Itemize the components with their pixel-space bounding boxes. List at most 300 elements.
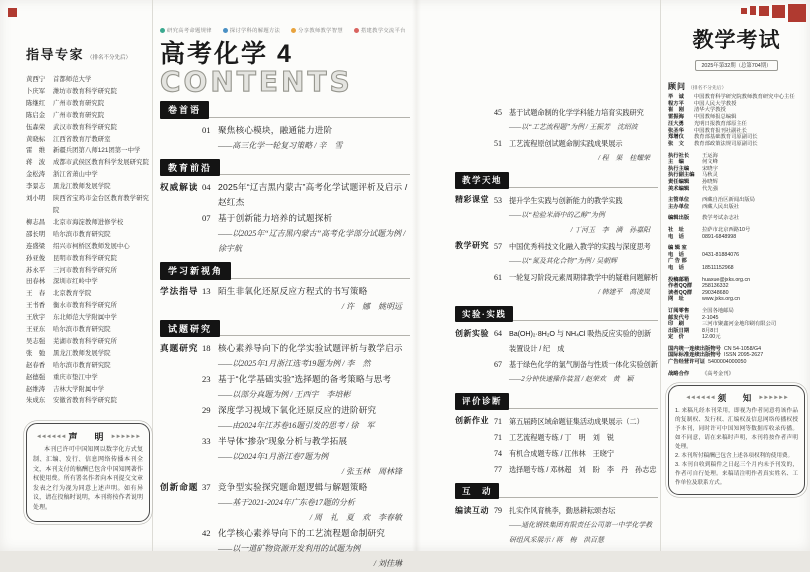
masthead-value <box>702 245 805 252</box>
masthead-row <box>668 245 805 252</box>
section-rule <box>209 117 410 118</box>
notice-paragraph: 1. 来稿凡经本刊采用，即视为作者同意将该作品的复制权、发行权、汇编权及信息网络传播权授予本刊，同时许可中国知网等数据库收录传播。如不同意，请在来稿时声明，本刊将按作者声明处理。 <box>675 408 798 450</box>
masthead-label: 执行社长 <box>668 152 690 159</box>
section-label: 学习新视角 <box>160 262 231 280</box>
masthead-row <box>668 371 805 378</box>
entry-title: 有机合成题专练 / 江伟林 王晓宁 <box>509 448 614 458</box>
advisor-name: 雷振海 <box>668 114 684 121</box>
page-number: 45 <box>494 108 502 117</box>
column-label: 创新实验 <box>455 328 489 338</box>
arrows-left-icon: ◄◄◄◄◄◄ <box>35 433 66 440</box>
entry-lines <box>218 211 410 256</box>
advisor-affiliation: 教育部政策法规司原副司长 <box>694 140 758 147</box>
toc-entries <box>202 180 410 257</box>
print-mark <box>8 8 17 17</box>
expert-name: 王书香 <box>26 302 46 310</box>
section-rule <box>231 278 410 279</box>
entry-title: 第五届跨区域命题征集活动成果展示（二） <box>509 416 644 426</box>
entry-authors: / 韩建平 高凌岚 <box>598 288 650 296</box>
expert-affiliation: 昆明市教育科学研究院 <box>53 254 117 262</box>
section-rule <box>499 497 658 498</box>
entry-title: 一轮复习阶段元素周期律教学中的疑难问题解析 <box>509 272 658 282</box>
toc-entry <box>494 446 658 461</box>
expert-name: 赵维涛 <box>26 385 46 393</box>
page-title: 高考化学 4 <box>160 40 293 68</box>
expert-name: 蒋 波 <box>26 159 46 167</box>
masthead-row <box>668 204 805 211</box>
masthead-value: www.jxks.org.cn <box>702 296 740 303</box>
expert-row <box>26 181 150 193</box>
masthead-row <box>668 290 805 297</box>
masthead-row <box>668 296 805 303</box>
masthead-value: 代先强 <box>702 185 718 192</box>
entry-lines <box>218 526 410 571</box>
masthead-value: 西藏人民出版社 <box>702 203 740 210</box>
entry-authors: / 丁河玉 李 满 孙嘉阳 <box>570 226 650 234</box>
section-header <box>160 159 410 177</box>
advisors-note: （排名不分先后） <box>688 86 727 91</box>
entry-lines <box>509 239 658 269</box>
masthead-label: 编辑出版 <box>668 215 690 222</box>
expert-affiliation: 黑龙江教师发展学院 <box>53 183 111 191</box>
page-number: 37 <box>202 482 211 493</box>
masthead-value: 258136332 <box>702 283 729 290</box>
section-rule <box>220 174 410 175</box>
statement-text <box>33 446 143 513</box>
advisor-name: 张 文 <box>668 140 684 147</box>
page-number: 67 <box>494 360 502 369</box>
entry-title: 陌生非氧化还原反应方程式的书写策略 <box>218 285 368 296</box>
masthead-info <box>668 153 805 378</box>
expert-row <box>26 288 150 300</box>
advisor-affiliation: 中国教师报总编辑 <box>694 114 737 121</box>
page-number: 57 <box>494 241 502 251</box>
expert-name: 伍森荣 <box>26 123 46 131</box>
expert-row <box>26 312 150 324</box>
entry-lines <box>509 326 658 356</box>
advisor-affiliation: 光明日报教育部原主任 <box>694 120 747 127</box>
entry-authors: / 程 果 桂耀荣 <box>598 155 650 162</box>
advisor-name: 程方平 <box>668 100 684 107</box>
entry-lines <box>509 462 658 477</box>
page-number: 13 <box>202 285 211 296</box>
advisor-affiliation: 中国人民大学教授 <box>694 100 737 107</box>
section-header <box>160 101 410 119</box>
masthead-sidebar <box>668 30 805 495</box>
toc-group <box>160 123 410 154</box>
expert-affiliation: 三河市教育科学研究所 <box>53 266 117 274</box>
expert-affiliation: 北京市海淀教师进修学校 <box>53 218 124 226</box>
entry-title: 基于“化学基础实验”选择题的备考策略与思考 <box>218 374 392 385</box>
journal-logo: 教学考试 <box>692 29 781 52</box>
masthead-label: 主办单位 <box>668 203 690 210</box>
entry-lines <box>218 434 410 479</box>
expert-row <box>26 217 150 229</box>
toc-sections-left <box>160 101 410 572</box>
expert-name: 田春林 <box>26 278 46 286</box>
advisor-row <box>668 101 805 108</box>
toc-entry <box>202 480 410 525</box>
page-number: 53 <box>494 195 502 205</box>
column-label <box>160 123 202 154</box>
page-number: 71 <box>494 432 502 442</box>
masthead-value: 何文峰 <box>702 159 718 166</box>
header-tag-label: 分享教师教学智慧 <box>298 28 343 34</box>
masthead-row <box>668 321 805 328</box>
page-number: 18 <box>202 343 211 354</box>
experts-sidebar <box>26 44 150 522</box>
masthead-value: 《高考金刊》 <box>702 370 734 377</box>
expert-affiliation: 哈尔滨市教育研究院 <box>53 361 111 369</box>
advisor-affiliation: 教育部基础教育司原副司长 <box>694 134 758 141</box>
expert-name: 邵长明 <box>26 230 46 238</box>
advisor-name: 郑增仪 <box>668 134 684 141</box>
expert-row <box>26 265 150 277</box>
advisor-row <box>668 94 805 101</box>
header-tag <box>160 26 212 34</box>
notice-title: 须 知 <box>717 393 756 404</box>
entry-lines <box>218 123 410 153</box>
advisor-row <box>668 121 805 128</box>
expert-row <box>26 145 150 157</box>
expert-row <box>26 348 150 360</box>
entry-lines <box>509 105 658 135</box>
header-tag <box>291 26 343 34</box>
advisors-title: 顾问 <box>668 82 686 91</box>
entry-subtitle: ——基于2021-2024年广东卷17题的分析 <box>218 498 355 508</box>
expert-name: 柳志昌 <box>26 218 46 226</box>
page-number: 77 <box>494 464 502 474</box>
toc-entries <box>494 239 658 301</box>
toc-entry <box>202 341 410 371</box>
entry-subtitle: ——2分钟快速操作装置 / 赵荣欢 黄 颖 <box>509 376 634 383</box>
toc-entries <box>202 480 410 572</box>
advisor-affiliation: 中国教育报刊社副社长 <box>694 127 747 134</box>
expert-affiliation: 哈尔滨市教育研究院 <box>53 230 111 238</box>
section-label: 教育前沿 <box>160 159 220 177</box>
masthead-row <box>668 197 805 204</box>
masthead-row <box>668 172 805 179</box>
section-rule <box>509 408 658 409</box>
expert-row <box>26 134 150 146</box>
toc-entry <box>494 270 658 300</box>
toc-group <box>455 193 658 239</box>
toc-entry <box>202 403 410 433</box>
entry-subtitle: ——由2024年江苏卷16题引发的思考 / 徐 军 <box>218 421 375 431</box>
entry-title: 基于创新能力培养的试题探析 <box>218 213 333 224</box>
section-rule <box>509 187 658 188</box>
expert-affiliation: 新疆兵团第八师121团第一中学 <box>53 147 141 155</box>
masthead-label: 广 告 部 <box>668 258 687 265</box>
expert-row <box>26 300 150 312</box>
expert-affiliation: 陕西省宝鸡市金台区教育教学研究院 <box>53 195 149 214</box>
expert-row <box>26 360 150 372</box>
section-header <box>455 483 658 500</box>
toc-entry <box>202 526 410 571</box>
entry-lines <box>509 270 658 300</box>
expert-affiliation: 浙江省萧山中学 <box>53 171 98 179</box>
masthead-value: 拉萨市北京西路10号 <box>702 226 751 233</box>
arrows-left-icon: ◄◄◄◄◄◄ <box>685 395 715 402</box>
toc-entry <box>202 284 410 314</box>
expert-row <box>26 157 150 169</box>
masthead-value: 0891-6848998 <box>702 233 737 240</box>
masthead-row <box>668 179 805 186</box>
section-label: 评价诊断 <box>455 393 509 410</box>
column-label: 精彩课堂 <box>455 195 489 204</box>
advisors-block <box>668 81 805 148</box>
experts-title: 指导专家 <box>26 47 85 62</box>
masthead-label: 社 址 <box>668 226 684 233</box>
experts-note: （排名不分先后） <box>87 55 132 61</box>
print-color-marks <box>741 4 806 22</box>
advisor-name: 崔 刚 <box>668 107 684 114</box>
expert-affiliation: 重庆市垫江中学 <box>53 373 98 381</box>
section-header <box>455 172 658 189</box>
toc-entries <box>202 341 410 480</box>
toc-entry <box>494 136 658 166</box>
toc-entry <box>202 372 410 402</box>
expert-row <box>26 241 150 253</box>
expert-row <box>26 395 150 407</box>
contents-wordmark: CONTENTS <box>160 65 353 99</box>
masthead-label: 电 话 <box>668 233 684 240</box>
expert-row <box>26 253 150 265</box>
masthead-value: ISSN 2095-2627 <box>723 352 764 359</box>
expert-affiliation: 安徽省教育科学研究院 <box>53 397 117 405</box>
section-label: 卷首语 <box>160 101 209 119</box>
masthead-group <box>668 227 805 240</box>
masthead-value: 5400004000050 <box>708 359 747 366</box>
toc-entries <box>494 503 658 549</box>
expert-name: 黄西宁 <box>26 76 46 83</box>
masthead-row <box>668 153 805 160</box>
entry-subtitle: ——以2025年“辽吉黑内蒙古”高考化学部分试题为例 / 徐宇航 <box>218 229 406 254</box>
masthead-group <box>668 153 805 193</box>
entry-title: 基于试题命制的化学学科能力培育实践研究 <box>509 108 644 117</box>
entry-title: Ba(OH)₂·8H₂O 与 NH₄Cl 吸热反应实验的创新装置设计 / 纪 成 <box>509 329 652 353</box>
expert-affiliation: 成都市武侯区教育科学发展研究院 <box>53 159 149 167</box>
section-label: 教学天地 <box>455 172 509 189</box>
expert-row <box>26 98 150 110</box>
page-number: 74 <box>494 448 502 458</box>
toc-entry <box>202 123 410 153</box>
header-tag-label: 研究高考命题规律 <box>167 28 212 34</box>
masthead-label: 电 话 <box>668 251 684 258</box>
section-label: 实验·实践 <box>455 306 513 323</box>
expert-name: 陈继红 <box>26 99 46 107</box>
header-tags <box>160 26 410 34</box>
expert-name: 朱成东 <box>26 397 46 405</box>
toc-entries <box>202 123 410 154</box>
entry-title: 工艺流程题专练 / 丁 明 刘 锐 <box>509 432 614 442</box>
expert-affiliation: 广州市教育研究院 <box>53 99 105 107</box>
masthead-group <box>668 245 805 271</box>
entry-subtitle: ——以一道矿物资源开发利用的试题为例 <box>218 544 361 554</box>
toc-entry <box>202 180 410 210</box>
column-divider-left <box>152 0 153 551</box>
masthead-label: 印 刷 <box>668 321 684 328</box>
toc-group <box>455 239 658 301</box>
toc-entry <box>494 193 658 238</box>
expert-name: 连盛梁 <box>26 242 46 250</box>
masthead-value: 宋晓宇 <box>702 165 718 172</box>
toc-entry <box>494 462 658 477</box>
toc-sections-right <box>455 105 658 549</box>
chat-icon <box>354 28 359 33</box>
expert-affiliation: 吉林大学附属中学 <box>53 385 105 393</box>
advisor-name: 毕 诚 <box>668 94 684 100</box>
statement-title: 声 明 <box>68 432 108 443</box>
masthead-value: huaxue@jxks.org.cn <box>702 276 751 283</box>
page-number: 79 <box>494 506 502 515</box>
entry-title: 半导体“掺杂”现象分析与教学拓展 <box>218 436 348 447</box>
section-rule <box>220 335 410 336</box>
issue-number: 2025年第32期（总第704期） <box>695 60 777 71</box>
advisors-list <box>668 94 805 148</box>
expert-row <box>26 336 150 348</box>
toc-group <box>455 414 658 478</box>
masthead-group <box>668 197 805 210</box>
masthead-label: 订阅零售 <box>668 307 690 314</box>
masthead-value: 孙晓辉 <box>702 179 718 185</box>
notice-paragraph: 3. 本刊自收到稿件之日起三个月内未予刊发的，作者可自行处理。来稿请注明作者真实姓名、工作单位及联系方式。 <box>675 461 798 486</box>
toc-entry <box>202 434 410 479</box>
expert-affiliation: 江西省教育厅教研室 <box>53 135 111 143</box>
page-number: 23 <box>202 374 211 385</box>
masthead-label: 网 址 <box>668 296 684 303</box>
masthead-label: 编 辑 室 <box>668 245 687 252</box>
section-label: 试题研究 <box>160 320 220 338</box>
page-number: 61 <box>494 272 502 282</box>
toc-entries <box>494 193 658 239</box>
entry-title: 工艺流程原创试题命制实践成果展示 <box>509 139 623 148</box>
expert-name: 陈启金 <box>26 111 46 119</box>
section-header <box>455 306 658 323</box>
masthead-label: 作者QQ群 <box>668 283 693 290</box>
expert-affiliation: 芜湖市教育科学研究所 <box>53 337 117 345</box>
masthead-value: 西藏自治区新闻出版局 <box>702 197 755 204</box>
expert-row <box>26 276 150 288</box>
expert-affiliation: 深圳市红岭中学 <box>53 278 98 286</box>
masthead-value: 全国各地邮局 <box>702 307 734 314</box>
expert-row <box>26 384 150 396</box>
expert-affiliation: 首都师范大学 <box>53 76 92 83</box>
toc-entries <box>202 284 410 315</box>
masthead-row <box>668 258 805 265</box>
expert-name: 张 弛 <box>26 349 46 357</box>
expert-affiliation: 绍兴市柯桥区教师发展中心 <box>53 242 130 250</box>
entry-authors: / 许 娜 姚明远 <box>341 301 402 311</box>
advisor-row <box>668 107 805 114</box>
entry-lines <box>218 284 410 314</box>
page-number: 51 <box>494 139 502 148</box>
masthead-value: CN 54-1058/G4 <box>723 345 762 352</box>
advisor-row <box>668 134 805 141</box>
entry-lines <box>218 480 410 525</box>
masthead-label: 美术编辑 <box>668 185 690 192</box>
entry-lines <box>218 403 410 433</box>
toc-group <box>160 480 410 572</box>
page-number: 71 <box>494 416 502 426</box>
entry-title: 深度学习视域下氧化还原反应的进阶研究 <box>218 405 377 416</box>
statement-header <box>33 430 143 443</box>
expert-affiliation: 衡水市教育科学研究所 <box>53 302 117 310</box>
entry-title: 聚焦核心模块，融通能力进阶 <box>218 124 333 135</box>
page-number: 64 <box>494 329 502 338</box>
masthead-value: 马秋灵 <box>702 172 718 179</box>
entry-title: 核心素养导向下的化学实验试题评析与教学启示 <box>218 343 403 354</box>
masthead-group <box>668 308 805 341</box>
section-rule <box>513 320 658 321</box>
page-number: 07 <box>202 213 211 224</box>
entry-subtitle: ——高三化学一轮复习策略 / 辛 雪 <box>218 140 343 150</box>
masthead-label: 电 话 <box>668 264 684 271</box>
masthead-label: 邮发代号 <box>668 314 690 321</box>
expert-name: 赵德强 <box>26 373 46 381</box>
expert-name: 苏永平 <box>26 266 46 274</box>
masthead-label: 出版日期 <box>668 327 690 334</box>
expert-row <box>26 169 150 181</box>
expert-name: 黄晓标 <box>26 135 46 143</box>
entry-lines <box>509 193 658 238</box>
entry-subtitle: ——以“检验米酒中的乙醇”为例 <box>509 211 605 219</box>
entry-subtitle: ——以2025年1月浙江选考19题为例 / 李 然 <box>218 359 371 369</box>
notice-paragraph: 2. 本刊所付稿酬已包含上述各项权利的使用费。 <box>675 452 794 459</box>
contents-page-right <box>455 100 658 549</box>
entry-title: 化学核心素养导向下的工艺流程题命制研究 <box>218 528 386 539</box>
column-divider-right <box>660 0 661 551</box>
advisor-affiliation: 清华大学教授 <box>694 107 726 114</box>
notice-box <box>668 385 805 495</box>
page-number: 01 <box>202 124 211 135</box>
entry-subtitle: ——通化钢铁集团有限责任公司第一中学化学教研组风采展示 / 蒋 梅 洪百慧 <box>509 522 653 544</box>
column-label: 真题研究 <box>160 343 199 354</box>
masthead-label: 执行主编 <box>668 165 690 172</box>
toc-group <box>160 284 410 315</box>
masthead-row <box>668 234 805 241</box>
expert-name: 李景志 <box>26 183 46 191</box>
masthead-label: 主管单位 <box>668 197 690 204</box>
expert-name: 雷 维 <box>26 147 46 155</box>
masthead-label: 战略合作 <box>668 370 690 377</box>
toc-group <box>455 105 658 167</box>
masthead-row <box>668 283 805 290</box>
column-label <box>455 105 494 167</box>
section-header <box>160 320 410 338</box>
entry-lines <box>509 430 658 445</box>
toc-entry <box>494 239 658 269</box>
advisor-row <box>668 141 805 148</box>
toc-entries <box>494 414 658 478</box>
expert-affiliation: 北京教育学院 <box>53 290 92 298</box>
header-tag-label: 探讨学科的解题方法 <box>229 28 281 34</box>
page-number: 04 <box>202 182 211 193</box>
masthead-group <box>668 371 805 378</box>
masthead-value: 0431-81884076 <box>702 251 740 258</box>
toc-group <box>160 180 410 257</box>
masthead-value: 18511152968 <box>702 264 734 271</box>
entry-subtitle: ——以部分真题为例 / 王西宇 李培彬 <box>218 390 351 400</box>
masthead-group <box>668 215 805 222</box>
masthead-label: 定 价 <box>668 334 684 341</box>
toc-entries <box>494 326 658 388</box>
experts-list <box>26 74 150 407</box>
page-number: 33 <box>202 436 211 447</box>
column-label: 编读互动 <box>455 505 489 515</box>
masthead-row <box>668 334 805 341</box>
toc-group <box>455 326 658 388</box>
